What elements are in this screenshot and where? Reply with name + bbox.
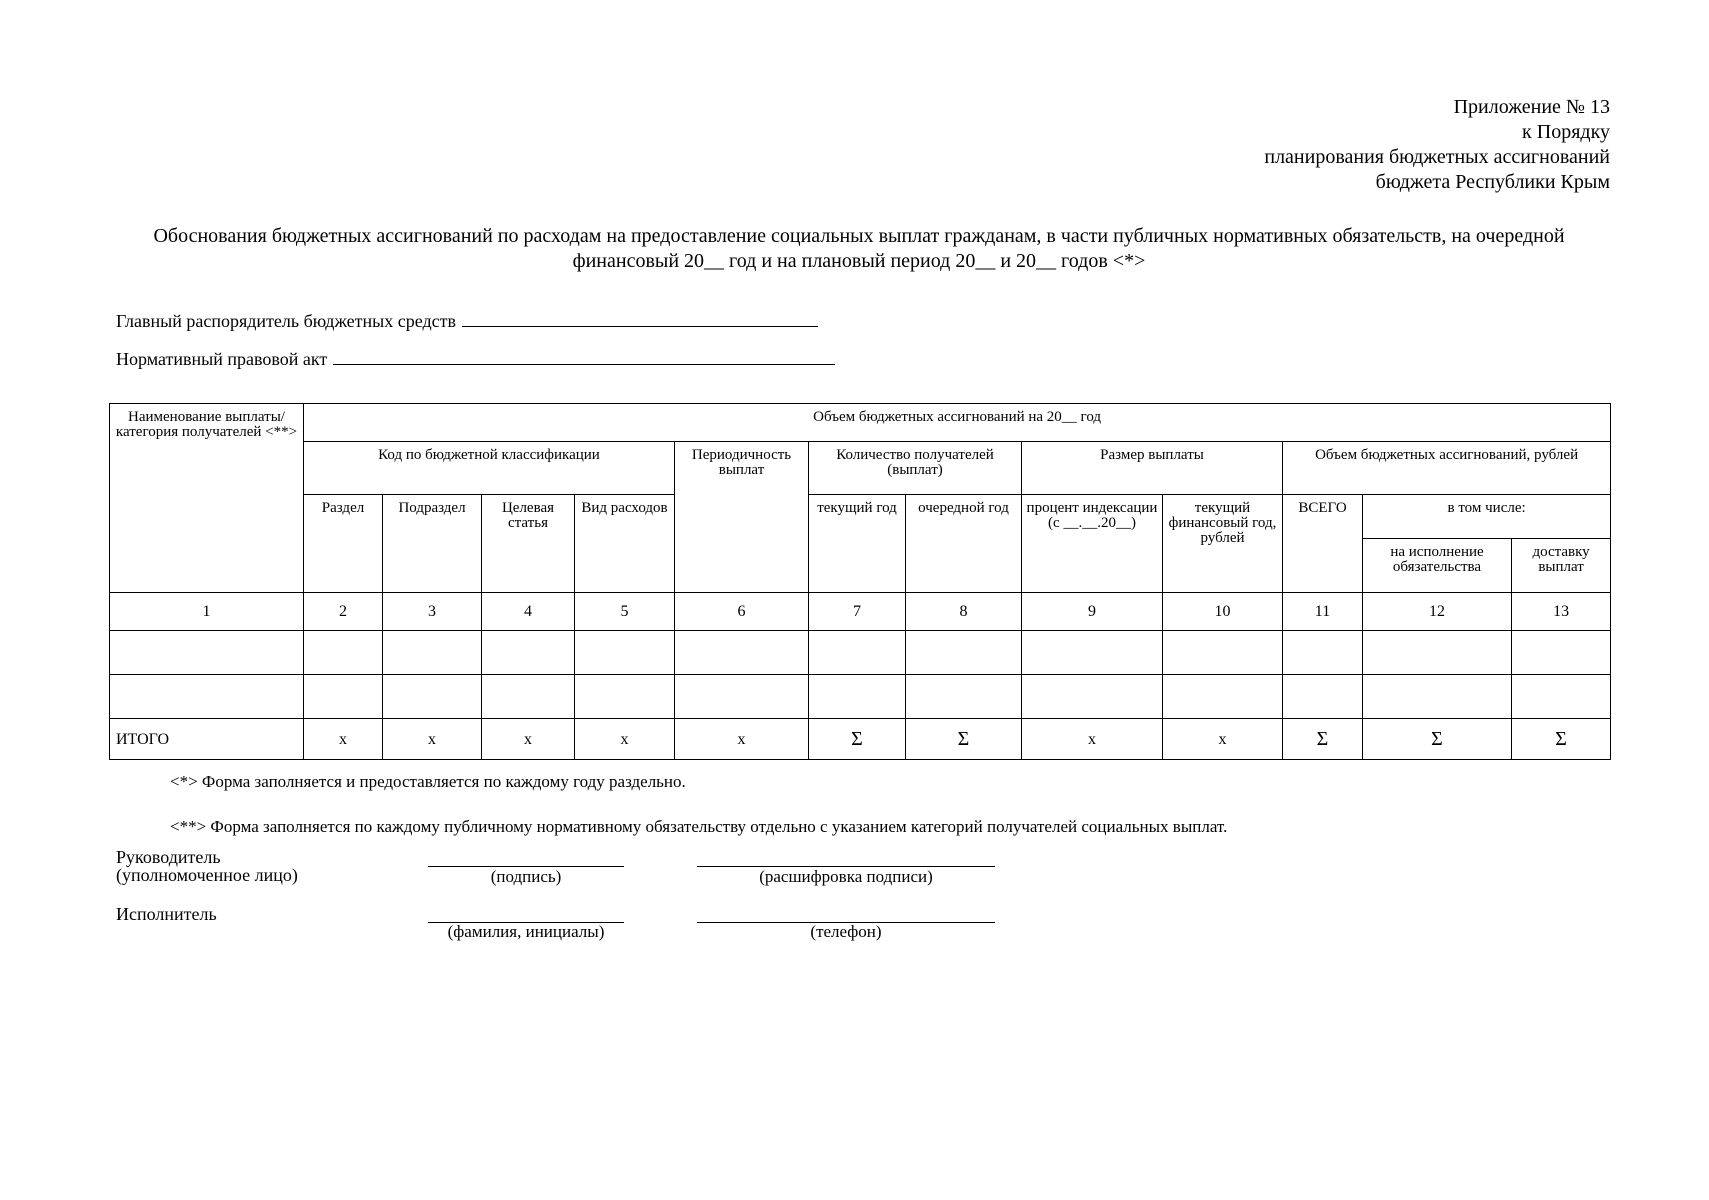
column-number: 6 xyxy=(675,593,809,631)
column-number: 8 xyxy=(906,593,1022,631)
table-cell[interactable] xyxy=(1512,631,1611,675)
npa-input-line[interactable] xyxy=(333,346,835,365)
header-current-fin-year: текущий финансовый год, рублей xyxy=(1163,495,1283,593)
total-cell: х xyxy=(1163,719,1283,760)
header-volume-rub: Объем бюджетных ассигнований, рублей xyxy=(1283,442,1611,495)
appendix-line: бюджета Республики Крым xyxy=(1375,171,1610,193)
table-row-empty xyxy=(110,631,1611,675)
header-index-pct: процент индексации (с __.__.20__) xyxy=(1022,495,1163,593)
table-cell[interactable] xyxy=(675,631,809,675)
appendix-line: планирования бюджетных ассигнований xyxy=(1264,146,1610,168)
head-caption-sign: (подпись) xyxy=(490,867,562,886)
npa-field xyxy=(116,346,835,370)
header-payment-size: Размер выплаты xyxy=(1022,442,1283,495)
table-cell[interactable] xyxy=(1283,631,1363,675)
total-sum-cell: Σ xyxy=(809,719,906,760)
column-number: 3 xyxy=(383,593,482,631)
total-sum-cell: Σ xyxy=(906,719,1022,760)
table-cell[interactable] xyxy=(1163,675,1283,719)
header-volume: Объем бюджетных ассигнований на 20__ год xyxy=(304,404,1611,442)
table-cell[interactable] xyxy=(110,675,304,719)
total-cell: х xyxy=(675,719,809,760)
table-cell[interactable] xyxy=(1283,675,1363,719)
column-number: 12 xyxy=(1363,593,1512,631)
header-expense-type: Вид расходов xyxy=(575,495,675,593)
appendix-line: Приложение № 13 xyxy=(1453,96,1610,118)
table-cell[interactable] xyxy=(809,631,906,675)
document-title: Обоснования бюджетных ассигнований по расходам на предоставление социальных выплат гражданам, в части публичных нормативных обязательств, на очередной финансовый 20__ год и на плановый период 20__ и 20__ годов <*> xyxy=(153,225,1565,272)
table-cell[interactable] xyxy=(1363,631,1512,675)
table-cell[interactable] xyxy=(1163,631,1283,675)
header-name: Наименование выплаты/категория получателей <**> xyxy=(110,404,304,593)
header-periodicity: Периодичность выплат xyxy=(675,442,809,593)
table-cell[interactable] xyxy=(304,675,383,719)
header-target: Целевая статья xyxy=(482,495,575,593)
table-cell[interactable] xyxy=(809,675,906,719)
appendix-line: к Порядку xyxy=(1522,121,1610,143)
table-cell[interactable] xyxy=(482,675,575,719)
total-cell: х xyxy=(482,719,575,760)
table-row-empty xyxy=(110,675,1611,719)
footnote-2: <**> Форма заполняется по каждому публичному нормативному обязательству отдельно с указанием категорий получателей социальных выплат. xyxy=(170,817,1228,836)
header-current-year: текущий год xyxy=(809,495,906,593)
total-sum-cell: Σ xyxy=(1283,719,1363,760)
head-caption-decode: (расшифровка подписи) xyxy=(759,867,933,886)
footnote-1: <*> Форма заполняется и предоставляется по каждому году раздельно. xyxy=(170,772,686,791)
column-number: 9 xyxy=(1022,593,1163,631)
budget-table xyxy=(109,403,1611,760)
column-number: 1 xyxy=(110,593,304,631)
table-cell[interactable] xyxy=(1363,675,1512,719)
column-number: 7 xyxy=(809,593,906,631)
grbs-input-line[interactable] xyxy=(462,308,818,327)
header-code: Код по бюджетной классификации xyxy=(304,442,675,495)
table-cell[interactable] xyxy=(482,631,575,675)
header-total: ВСЕГО xyxy=(1283,495,1363,593)
table-cell[interactable] xyxy=(110,631,304,675)
column-numbers-row xyxy=(110,593,1611,631)
table-cell[interactable] xyxy=(575,675,675,719)
column-number: 2 xyxy=(304,593,383,631)
header-including: в том числе: xyxy=(1363,495,1611,539)
header-recipients: Количество получателей (выплат) xyxy=(809,442,1022,495)
header-subsection: Подраздел xyxy=(383,495,482,593)
header-obligation: на исполнение обязательства xyxy=(1363,539,1512,593)
total-cell: х xyxy=(575,719,675,760)
executor-caption-name: (фамилия, инициалы) xyxy=(447,922,605,941)
appendix-header xyxy=(1264,95,1610,195)
header-delivery: доставку выплат xyxy=(1512,539,1611,593)
column-number: 13 xyxy=(1512,593,1611,631)
total-cell: х xyxy=(304,719,383,760)
header-next-year: очередной год xyxy=(906,495,1022,593)
table-cell[interactable] xyxy=(304,631,383,675)
column-number: 5 xyxy=(575,593,675,631)
grbs-label: Главный распорядитель бюджетных средств xyxy=(116,311,456,331)
table-cell[interactable] xyxy=(383,675,482,719)
header-section: Раздел xyxy=(304,495,383,593)
table-cell[interactable] xyxy=(575,631,675,675)
column-number: 4 xyxy=(482,593,575,631)
total-cell: х xyxy=(383,719,482,760)
executor-caption-phone: (телефон) xyxy=(810,922,882,941)
table-cell[interactable] xyxy=(906,675,1022,719)
total-sum-cell: Σ xyxy=(1363,719,1512,760)
head-label-sub: (уполномоченное лицо) xyxy=(116,865,298,885)
total-row xyxy=(110,719,1611,760)
total-cell: х xyxy=(1022,719,1163,760)
table-cell[interactable] xyxy=(1022,675,1163,719)
executor-label: Исполнитель xyxy=(116,904,217,924)
table-cell[interactable] xyxy=(1022,631,1163,675)
npa-label: Нормативный правовой акт xyxy=(116,349,328,369)
column-number: 10 xyxy=(1163,593,1283,631)
total-label: ИТОГО xyxy=(110,719,304,760)
table-cell[interactable] xyxy=(675,675,809,719)
column-number: 11 xyxy=(1283,593,1363,631)
grbs-field xyxy=(116,308,818,332)
table-cell[interactable] xyxy=(383,631,482,675)
table-cell[interactable] xyxy=(1512,675,1611,719)
table-cell[interactable] xyxy=(906,631,1022,675)
head-label: Руководитель xyxy=(116,847,221,867)
total-sum-cell: Σ xyxy=(1512,719,1611,760)
